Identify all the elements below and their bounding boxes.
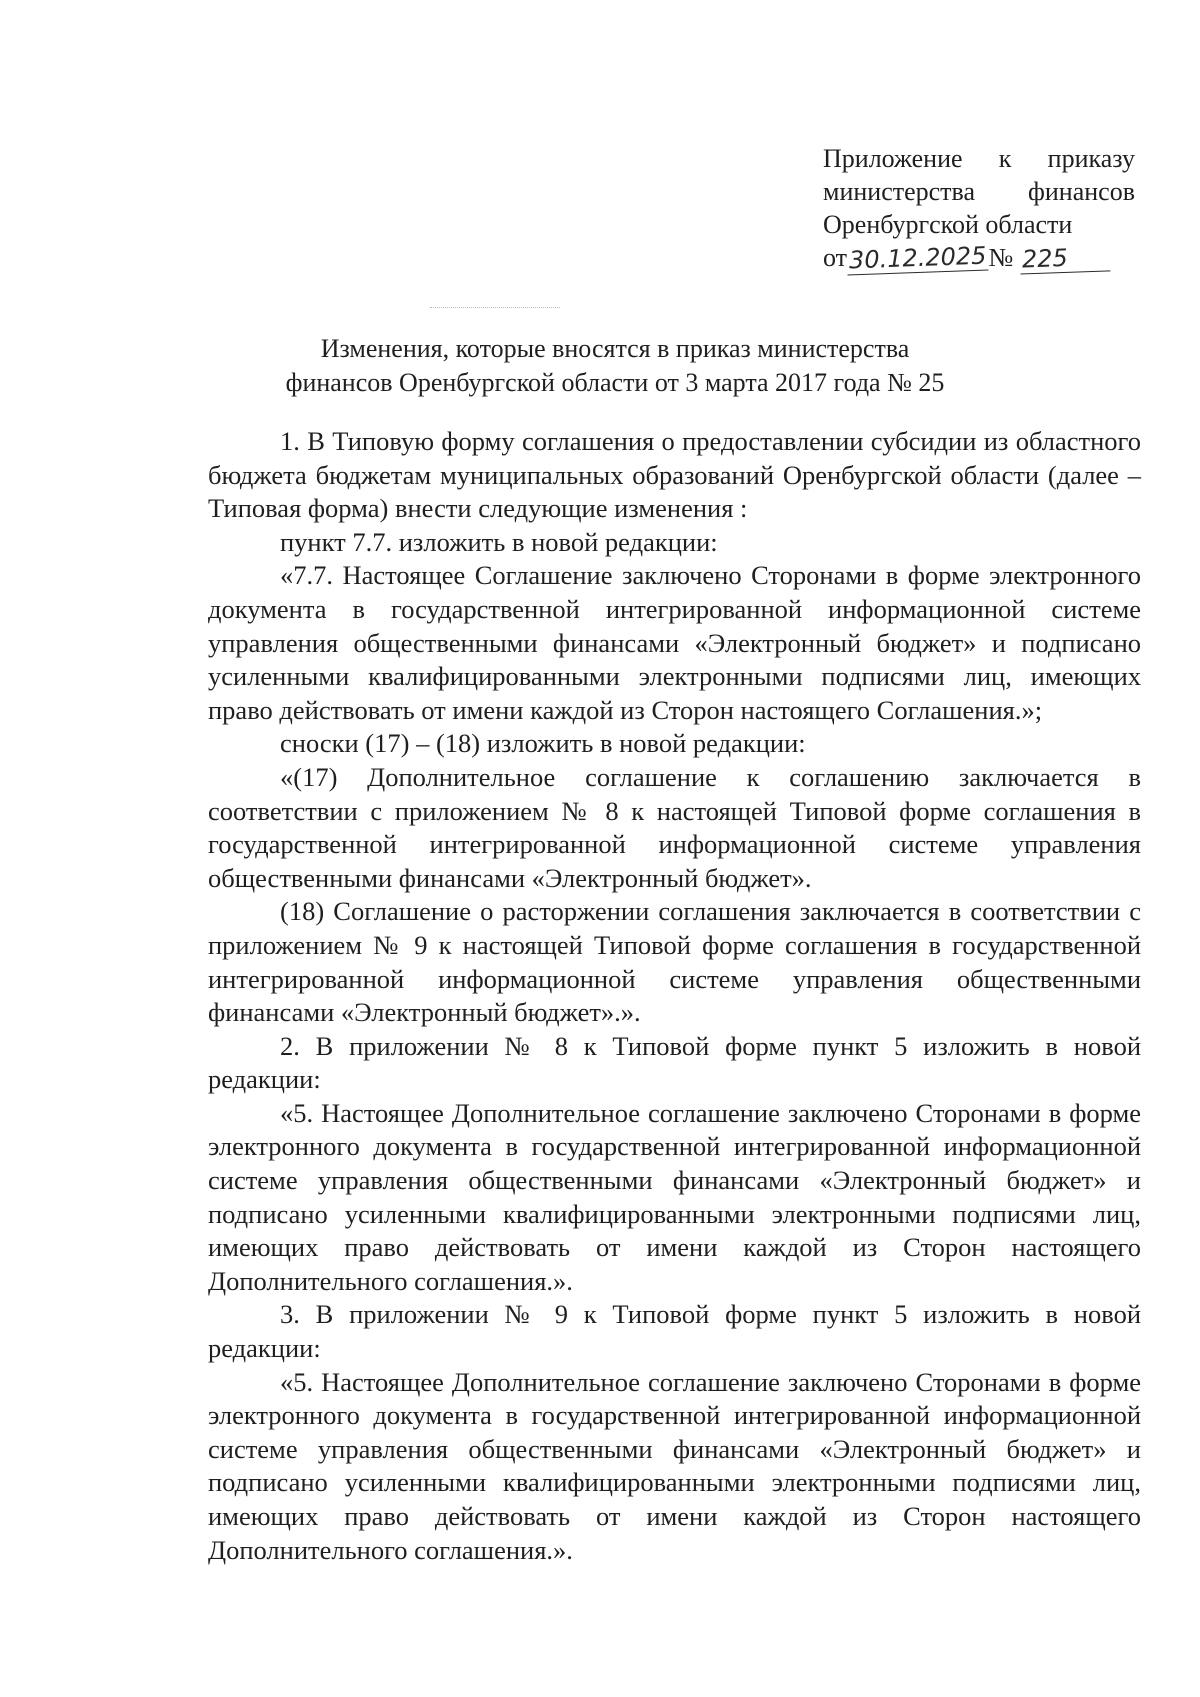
from-label: от — [823, 243, 848, 272]
annex-header — [823, 142, 1135, 274]
paragraph-footnote-18: (18) Соглашение о расторжении соглашения заключается в соответствии с приложением № 9 к настоящей Типовой форме соглашения в государственной интегрированной информационной системе управления общественными финансами «Электронный бюджет».». — [208, 896, 1141, 1028]
paragraph-item-7-7-intro: пункт 7.7. изложить в новой редакции: — [280, 526, 718, 557]
paragraph-item-3-text: «5. Настоящее Дополнительное соглашение заключено Сторонами в форме электронного документа в государственной интегрированной информационной системе управления общественными финансами «Электронный бюджет» и подписано усиленными квалифицированными электронными подписями лиц, имеющих право действовать от имени каждой из Сторон настоящего Дополнительного соглашения.». — [208, 1366, 1141, 1565]
document-title — [150, 332, 1080, 400]
number-label: № — [988, 243, 1014, 272]
paragraph-item-3: 3. В приложении № 9 к Типовой форме пункт 5 изложить в новой редакции: — [208, 1299, 1141, 1364]
paragraph-footnote-17: «(17) Дополнительное соглашение к соглашению заключается в соответствии с приложением № 8 к настоящей Типовой форме соглашения в государственной интегрированной информационной системе управления общественными финансами «Электронный бюджет». — [208, 761, 1141, 893]
paragraph-footnotes-intro: сноски (17) – (18) изложить в новой редакции: — [280, 728, 806, 759]
title-line-2: финансов Оренбургской области от 3 марта 2017 года № 25 — [285, 368, 945, 397]
annex-line-3: Оренбургской области — [823, 210, 1073, 239]
paragraph-item-1: 1. В Типовую форму соглашения о предоставлении субсидии из областного бюджета бюджетам муниципальных образований Оренбургской области (далее – Типовая форма) внести следующие изменения : — [208, 426, 1141, 524]
title-line-1: Изменения, которые вносятся в приказ министерства — [320, 334, 910, 363]
annex-date-number-line — [823, 241, 1135, 274]
scan-artifact — [430, 307, 560, 312]
handwritten-number: 225 — [1019, 242, 1110, 274]
paragraph-item-2: 2. В приложении № 8 к Типовой форме пункт 5 изложить в новой редакции: — [208, 1030, 1141, 1095]
handwritten-date: 30.12.2025 — [847, 242, 989, 276]
annex-line-2: министерства финансов — [823, 177, 1135, 206]
document-body — [208, 425, 1141, 1567]
paragraph-item-7-7-text: «7.7. Настоящее Соглашение заключено Сторонами в форме электронного документа в государственной интегрированной информационной системе управления общественными финансами «Электронный бюджет» и подписано усиленными квалифицированными электронными подписями лиц, имеющих право действовать от имени каждой из Сторон настоящего Соглашения.»; — [208, 560, 1141, 725]
annex-line-1: Приложение к приказу — [823, 144, 1135, 173]
paragraph-item-2-text: «5. Настоящее Дополнительное соглашение заключено Сторонами в форме электронного документа в государственной интегрированной информационной системе управления общественными финансами «Электронный бюджет» и подписано усиленными квалифицированными электронными подписями лиц, имеющих право действовать от имени каждой из Сторон настоящего Дополнительного соглашения.». — [208, 1097, 1141, 1296]
